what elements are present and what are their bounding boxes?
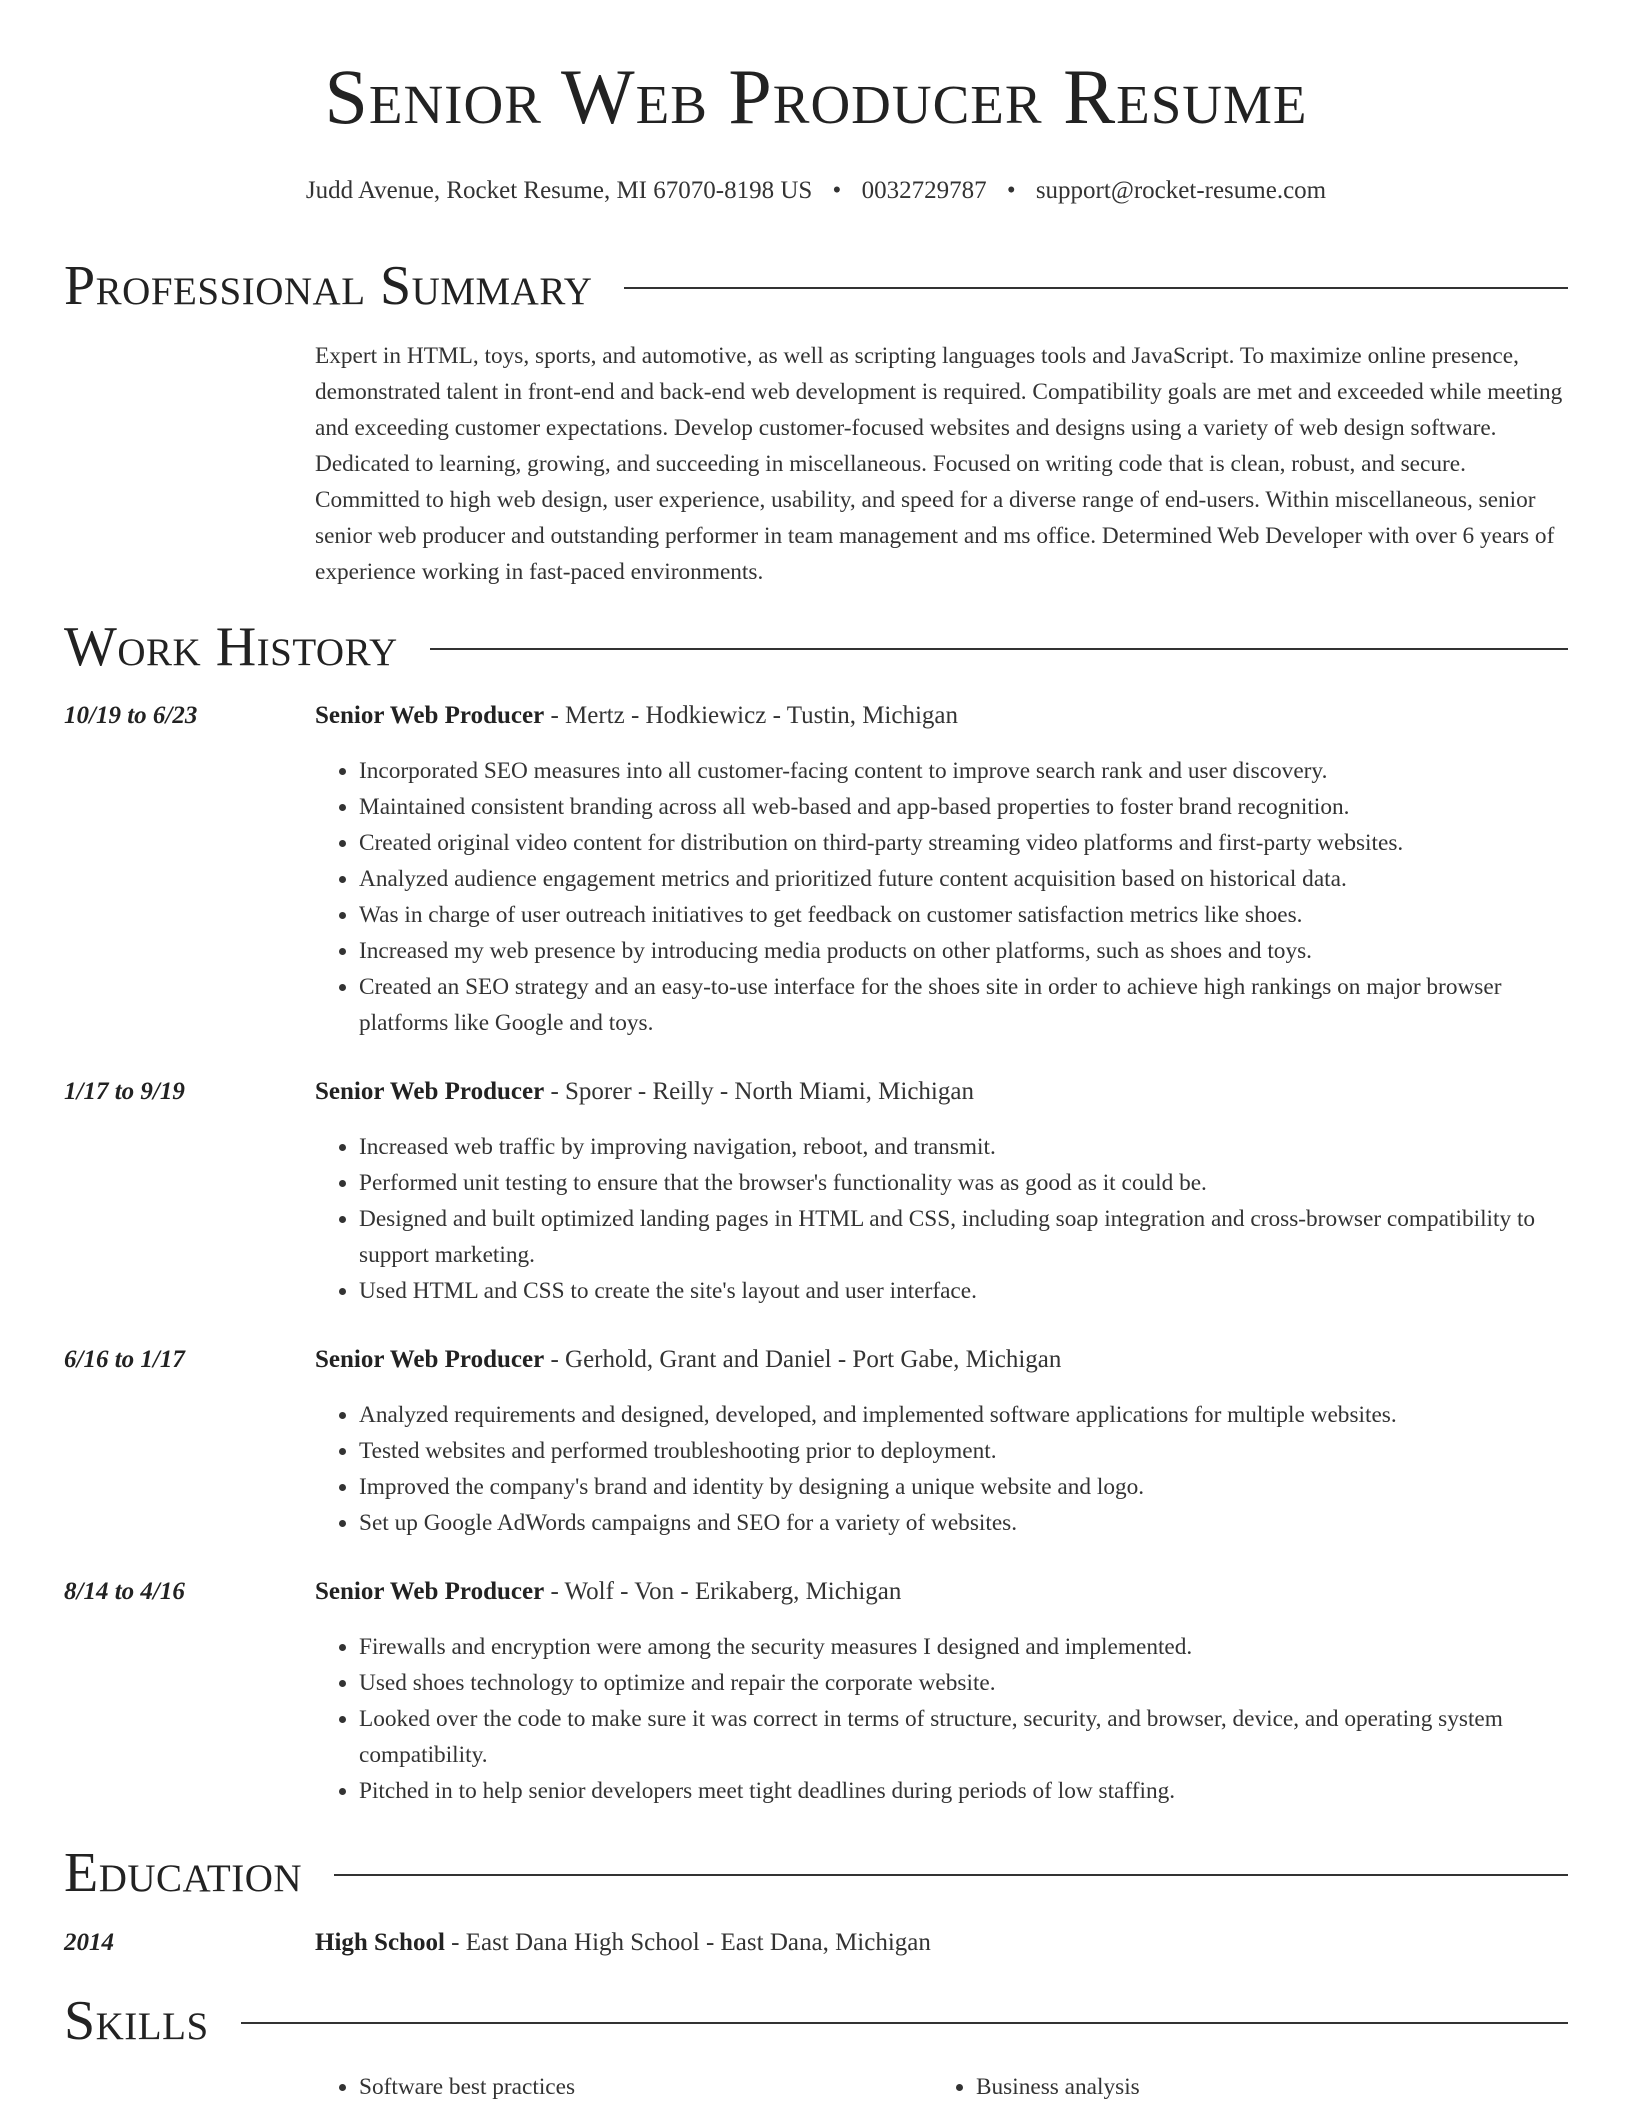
work-role: Senior Web Producer	[315, 1346, 545, 1373]
contact-separator: •	[832, 177, 842, 204]
work-section-title: Work History	[64, 616, 398, 678]
work-date: 8/14 to 4/16	[64, 1578, 185, 1605]
work-date: 10/19 to 6/23	[64, 702, 198, 729]
list-item: • Used shoes technology to optimize and repair the corporate website.	[359, 1665, 1564, 1701]
education-section-heading	[64, 1842, 1568, 1904]
work-heading	[315, 1345, 1564, 1375]
skills-list	[315, 2069, 1555, 2105]
education-date: 2014	[64, 1929, 114, 1956]
list-item: • Increased web traffic by improving navigation, reboot, and transmit.	[359, 1129, 1564, 1165]
list-item: • Analyzed requirements and designed, developed, and implemented software applications for multiple websites.	[359, 1397, 1564, 1433]
contact-address: Judd Avenue, Rocket Resume, MI 67070-8198 US	[305, 177, 813, 204]
resume-title: Senior Web Producer Resume	[324, 53, 1308, 140]
work-role: Senior Web Producer	[315, 1078, 545, 1105]
summary-section-heading	[64, 255, 1568, 317]
work-details: - Sporer - Reilly - North Miami, Michigan	[544, 1078, 974, 1105]
work-details: - Mertz - Hodkiewicz - Tustin, Michigan	[544, 702, 959, 729]
education-degree: High School	[315, 1929, 445, 1956]
list-item: • Firewalls and encryption were among the security measures I designed and implemented.	[359, 1629, 1564, 1665]
work-date: 6/16 to 1/17	[64, 1346, 185, 1373]
contact-line	[0, 176, 1632, 206]
education-heading	[315, 1928, 1564, 1958]
work-date: 1/17 to 9/19	[64, 1078, 185, 1105]
list-item: • Improved the company's brand and identity by designing a unique website and logo.	[359, 1469, 1564, 1505]
list-item: • Used HTML and CSS to create the site's layout and user interface.	[359, 1273, 1564, 1309]
summary-text: Expert in HTML, toys, sports, and automotive, as well as scripting languages tools and JavaScript. To maximize online presence, demonstrated talent in front-end and back-end web development is required. Compatibility goals are met and exceeded while meeting and exceeding customer expectations. Develop customer-focused websites and designs using a variety of web design software. Dedicated to learning, growing, and succeeding in miscellaneous. Focused on writing code that is clean, robust, and secure. Committed to high web design, user experience, usability, and speed for a diverse range of end-users. Within miscellaneous, senior senior web producer and outstanding performer in team management and ms office. Determined Web Developer with over 6 years of experience working in fast-paced environments.	[315, 343, 1563, 585]
education-section-title: Education	[64, 1842, 303, 1904]
section-divider	[334, 1874, 1568, 1876]
list-item: • Was in charge of user outreach initiatives to get feedback on customer satisfaction metrics like shoes.	[359, 897, 1564, 933]
skills-section-heading	[64, 1990, 1568, 2052]
list-item: • Created an SEO strategy and an easy-to-use interface for the shoes site in order to achieve high rankings on major browser platforms like Google and toys.	[359, 969, 1564, 1041]
list-item: • Pitched in to help senior developers meet tight deadlines during periods of low staffing.	[359, 1773, 1564, 1809]
work-role: Senior Web Producer	[315, 702, 545, 729]
list-item: • Performed unit testing to ensure that the browser's functionality was as good as it could be.	[359, 1165, 1564, 1201]
contact-separator: •	[1006, 177, 1016, 204]
section-divider	[241, 2022, 1568, 2024]
skills-column-1	[315, 2069, 919, 2105]
work-bullets	[315, 1397, 1564, 1541]
list-item: • Software best practices	[359, 2069, 919, 2105]
work-heading	[315, 701, 1564, 731]
contact-phone: 0032729787	[861, 177, 987, 204]
list-item: • Business analysis	[976, 2069, 1536, 2105]
list-item: • Set up Google AdWords campaigns and SEO for a variety of websites.	[359, 1505, 1564, 1541]
work-details: - Wolf - Von - Erikaberg, Michigan	[544, 1578, 902, 1605]
contact-email: support@rocket-resume.com	[1035, 177, 1327, 204]
list-item: • Tested websites and performed troubleshooting prior to deployment.	[359, 1433, 1564, 1469]
list-item: • Looked over the code to make sure it was correct in terms of structure, security, and browser, device, and operating system compatibility.	[359, 1701, 1564, 1773]
work-section-heading	[64, 616, 1568, 678]
work-heading	[315, 1577, 1564, 1607]
work-role: Senior Web Producer	[315, 1578, 545, 1605]
section-divider	[430, 648, 1568, 650]
list-item: • Designed and built optimized landing pages in HTML and CSS, including soap integration and cross-browser compatibility to support marketing.	[359, 1201, 1564, 1273]
list-item: • Created original video content for distribution on third-party streaming video platforms and first-party websites.	[359, 825, 1564, 861]
summary-section-title: Professional Summary	[64, 255, 593, 317]
work-details: - Gerhold, Grant and Daniel - Port Gabe, Michigan	[544, 1346, 1062, 1373]
work-bullets	[315, 1629, 1564, 1809]
list-item: • Increased my web presence by introducing media products on other platforms, such as shoes and toys.	[359, 933, 1564, 969]
list-item: • Maintained consistent branding across all web-based and app-based properties to foster brand recognition.	[359, 789, 1564, 825]
education-details: - East Dana High School - East Dana, Michigan	[444, 1929, 931, 1956]
skills-column-2	[932, 2069, 1536, 2105]
list-item: • Analyzed audience engagement metrics and prioritized future content acquisition based on historical data.	[359, 861, 1564, 897]
list-item: • Incorporated SEO measures into all customer-facing content to improve search rank and user discovery.	[359, 753, 1564, 789]
work-bullets	[315, 1129, 1564, 1309]
skills-section-title: Skills	[64, 1990, 209, 2052]
work-bullets	[315, 753, 1564, 1041]
work-heading	[315, 1077, 1564, 1107]
section-divider	[624, 287, 1568, 289]
